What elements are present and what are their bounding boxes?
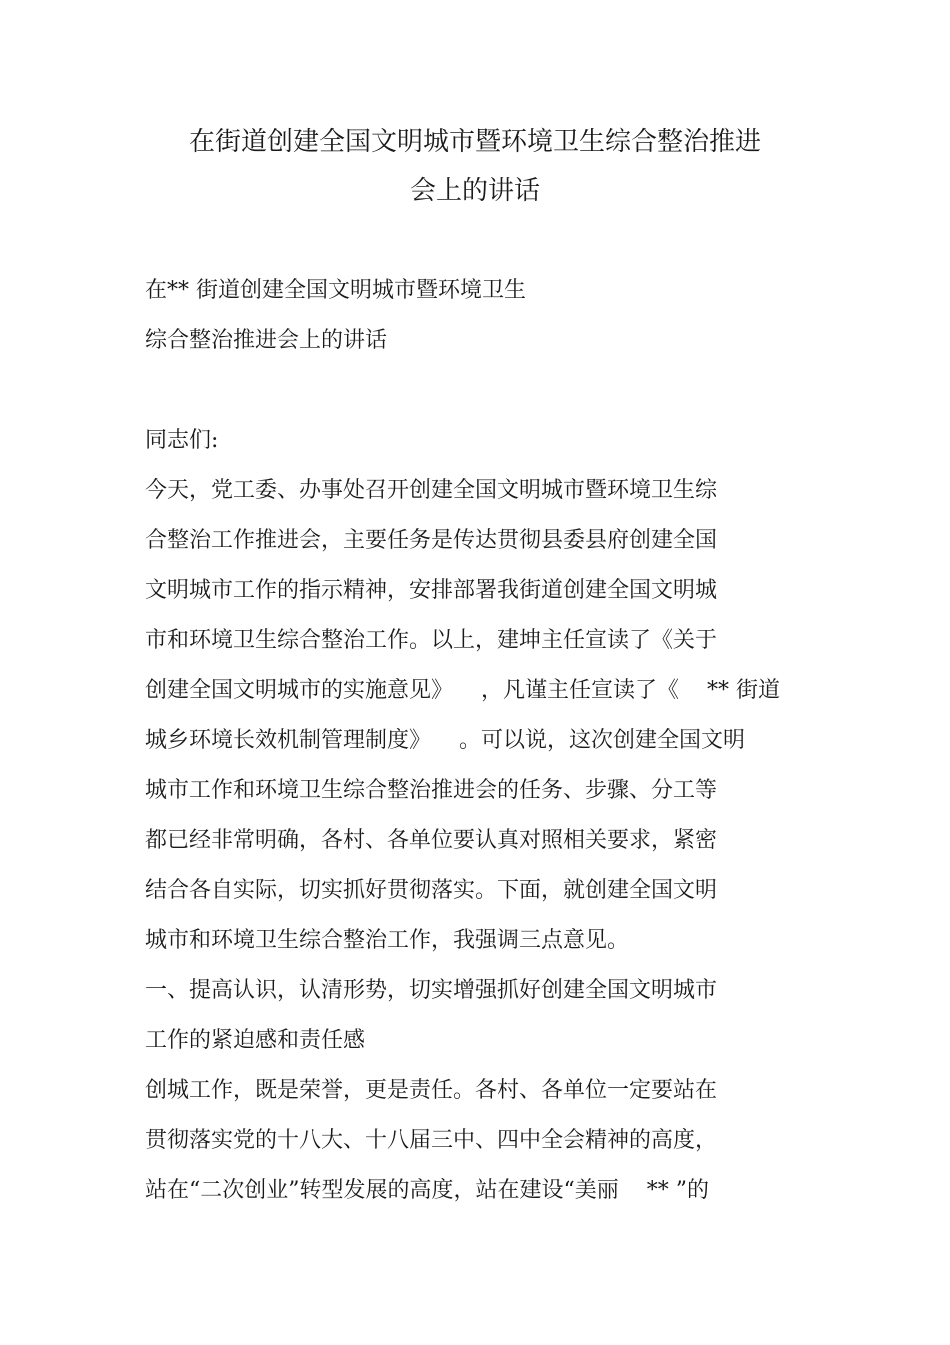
body-line: 合整治工作推进会，主要任务是传达贯彻县委县府创建全国 [145, 528, 718, 553]
body-line: 文明城市工作的指示精神，安排部署我街道创建全国文明城 [145, 578, 718, 603]
section-heading-line-1: 一、提高认识，认清形势，切实增强抓好创建全国文明城市 [145, 978, 718, 1003]
subtitle-line-1: 在** 街道创建全国文明城市暨环境卫生 [145, 278, 526, 303]
salutation: 同志们: [145, 428, 219, 453]
document-title-line-1: 在街道创建全国文明城市暨环境卫生综合整治推进 [188, 127, 761, 157]
body-line: 站在“二次创业”转型发展的高度，站在建设“美丽 ** ”的 [145, 1178, 709, 1203]
subtitle-line-2: 综合整治推进会上的讲话 [145, 328, 388, 353]
body-line: 创城工作，既是荣誉，更是责任。各村、各单位一定要站在 [145, 1078, 718, 1103]
body-line: 城市工作和环境卫生综合整治推进会的任务、步骤、分工等 [145, 778, 718, 803]
section-heading-line-2: 工作的紧迫感和责任感 [145, 1028, 366, 1053]
body-line: 城乡环境长效机制管理制度》 。可以说，这次创建全国文明 [145, 728, 745, 753]
document-title-line-2: 会上的讲话 [409, 176, 540, 206]
body-line: 结合各自实际，切实抓好贯彻落实。下面，就创建全国文明 [145, 878, 718, 903]
body-line: 贯彻落实党的十八大、十八届三中、四中全会精神的高度， [145, 1128, 718, 1153]
body-line: 创建全国文明城市的实施意见》 ，凡谨主任宣读了《 ** 街道 [145, 678, 780, 703]
body-line: 都已经非常明确，各村、各单位要认真对照相关要求，紧密 [145, 828, 718, 853]
body-line: 市和环境卫生综合整治工作。以上，建坤主任宣读了《关于 [145, 628, 718, 653]
body-line: 城市和环境卫生综合整治工作，我强调三点意见。 [145, 928, 630, 953]
body-line: 今天，党工委、办事处召开创建全国文明城市暨环境卫生综 [145, 478, 718, 503]
